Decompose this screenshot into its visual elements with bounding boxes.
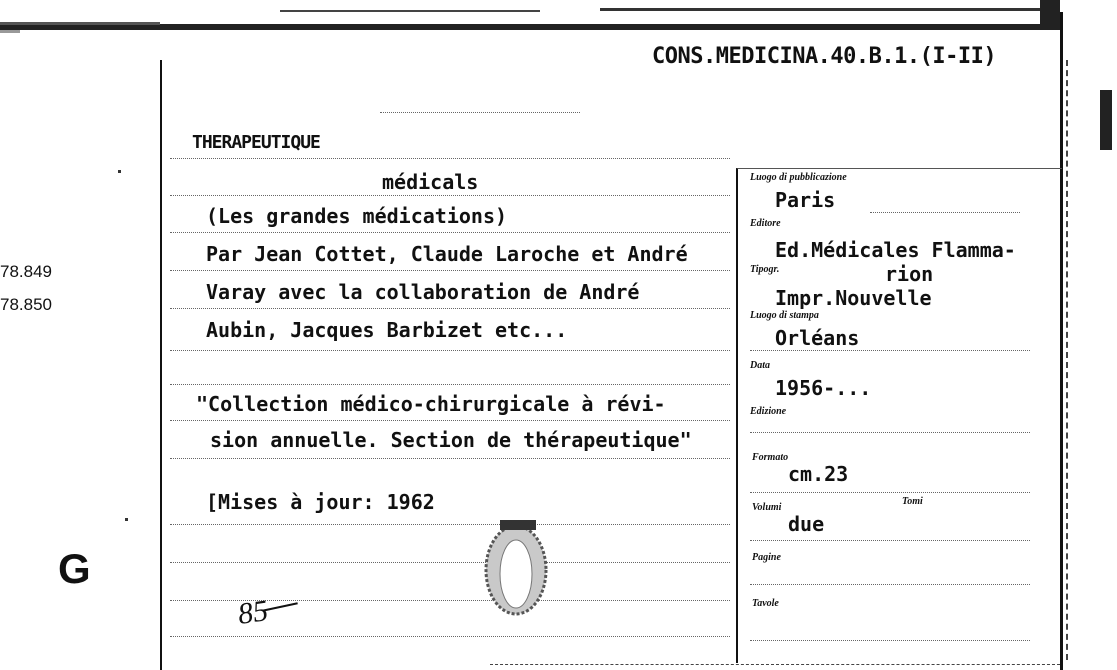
- rule: [170, 420, 730, 421]
- rule: [750, 350, 1030, 351]
- label-publisher: Editore: [750, 218, 781, 229]
- label-pages: Pagine: [752, 552, 781, 563]
- series-line-1: "Collection médico-chirurgicale à révi-: [196, 392, 666, 416]
- rule: [170, 524, 730, 525]
- update-note: [Mises à jour: 1962: [206, 490, 435, 514]
- handwritten-number: 85: [235, 594, 271, 631]
- title-line-1: médicals: [382, 170, 479, 194]
- margin-letter: G: [58, 545, 91, 592]
- value-place: Paris: [775, 188, 836, 212]
- rule: [170, 232, 730, 233]
- rule: [380, 112, 580, 113]
- card-left-border: [160, 60, 162, 670]
- title-line-2: (Les grandes médications): [206, 204, 508, 228]
- value-volumes: due: [788, 512, 825, 536]
- value-publisher-1: Ed.Médicales Flamma-: [775, 238, 1016, 262]
- rule: [170, 562, 730, 563]
- right-edge-bar: [1100, 90, 1112, 150]
- rule: [750, 432, 1030, 433]
- label-place: Luogo di pubblicazione: [750, 172, 847, 183]
- rule: [750, 492, 1030, 493]
- title-line-3: Par Jean Cottet, Claude Laroche et André: [206, 242, 688, 266]
- right-edge-noise: [1066, 60, 1073, 660]
- card-bottom-edge: [490, 664, 1060, 665]
- rule: [170, 636, 730, 637]
- title-line-4: Varay avec la collaboration de André: [206, 280, 640, 304]
- inventory-number-1: 78.849: [0, 262, 52, 281]
- rule: [870, 212, 1020, 213]
- scan-edge-noise: [0, 0, 1117, 36]
- margin-dot-2: [125, 518, 128, 521]
- value-print-place: Orléans: [775, 326, 860, 350]
- label-tomes: Tomi: [902, 496, 923, 507]
- handwritten-underline: [262, 602, 298, 611]
- rule: [750, 584, 1030, 585]
- series-line-2: sion annuelle. Section de thérapeutique": [210, 428, 692, 452]
- rule: [750, 540, 1030, 541]
- rule: [750, 640, 1030, 641]
- stamp-mark: [470, 516, 570, 616]
- value-format: cm.23: [788, 462, 849, 486]
- label-plates: Tavole: [752, 598, 779, 609]
- label-edition: Edizione: [750, 406, 787, 417]
- rule: [170, 350, 730, 351]
- rule: [170, 158, 730, 159]
- rule: [170, 458, 730, 459]
- margin-dot-1: [118, 170, 121, 173]
- value-printer: Impr.Nouvelle: [775, 286, 932, 310]
- label-date: Data: [750, 360, 770, 371]
- label-volumes: Volumi: [752, 502, 782, 513]
- value-date: 1956-...: [775, 376, 872, 400]
- subject-heading: THERAPEUTIQUE: [192, 132, 320, 153]
- rule: [170, 384, 730, 385]
- label-printer: Tipogr.: [750, 264, 780, 275]
- rule: [170, 308, 730, 309]
- inventory-number-2: 78.850: [0, 295, 52, 314]
- title-line-5: Aubin, Jacques Barbizet etc...: [206, 318, 568, 342]
- rule: [170, 270, 730, 271]
- label-print-place: Luogo di stampa: [750, 310, 819, 321]
- value-publisher-2: rion: [885, 262, 934, 286]
- shelfmark: CONS.MEDICINA.40.B.1.(I-II): [652, 44, 997, 69]
- label-format: Formato: [752, 452, 789, 463]
- rule: [170, 195, 730, 196]
